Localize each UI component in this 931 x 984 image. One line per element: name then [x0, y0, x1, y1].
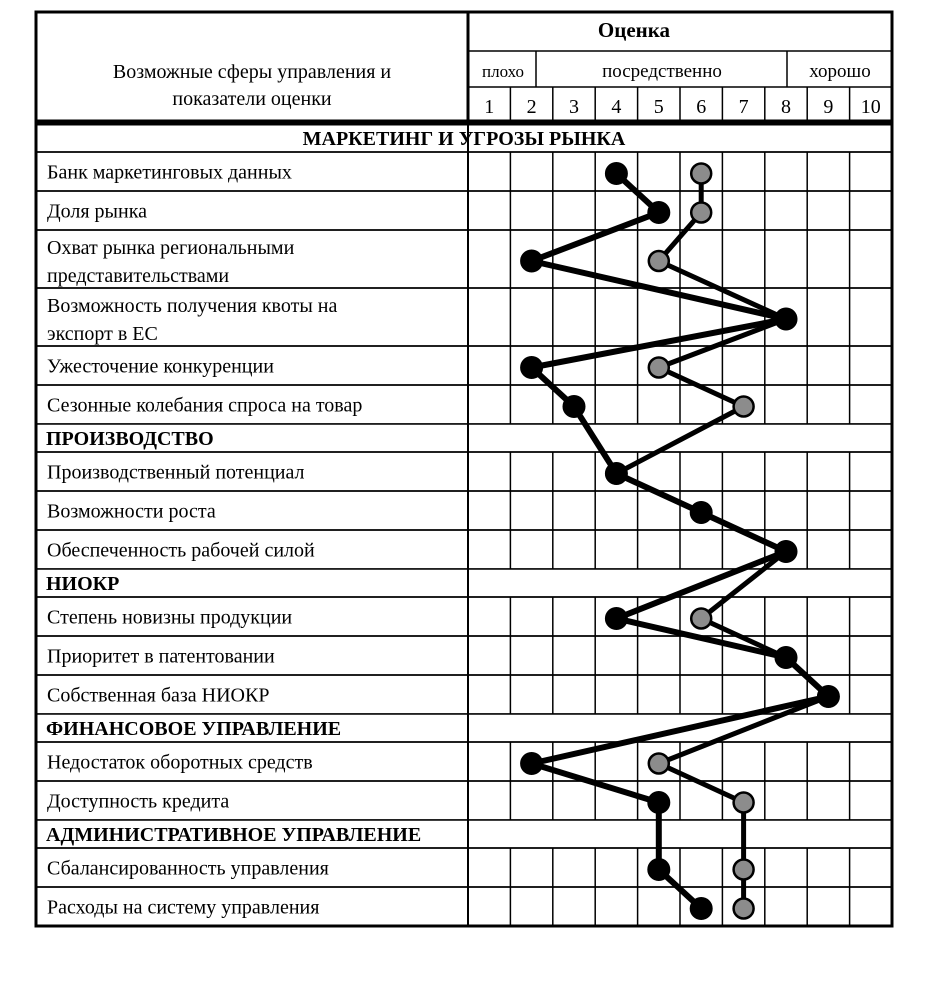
- row-label: Возможность получения квоты на: [47, 295, 338, 317]
- section: [36, 424, 892, 569]
- table-row: [36, 452, 892, 491]
- table-row: [36, 230, 892, 288]
- scale-label-8: 8: [781, 96, 791, 118]
- scale-label-2: 2: [526, 96, 537, 118]
- series-black-point: [648, 859, 670, 881]
- table-row: [36, 597, 892, 636]
- left-title-line1: Возможные сферы управления и: [112, 61, 392, 83]
- series-grey-point: [734, 860, 754, 880]
- left-title-line2: показатели оценки: [172, 88, 332, 110]
- series-black-point: [775, 541, 797, 563]
- scale-label-9: 9: [823, 96, 834, 118]
- section: [36, 820, 892, 926]
- row-label: Банк маркетинговых данных: [47, 161, 292, 184]
- scale-label-10: 10: [860, 96, 881, 118]
- section: [36, 569, 892, 714]
- scale-label-5: 5: [653, 96, 664, 118]
- row-label: экспорт в ЕС: [47, 323, 158, 345]
- row-label: Доля рынка: [47, 200, 147, 223]
- section: [36, 714, 892, 820]
- table-row: [36, 152, 892, 191]
- scale-labels: [484, 87, 881, 121]
- row-label: Степень новизны продукции: [47, 606, 293, 629]
- series-grey-point: [734, 397, 754, 417]
- series-black-point: [521, 250, 543, 272]
- series-black-point: [605, 608, 627, 630]
- series-black-point: [605, 163, 627, 185]
- series-black-point: [775, 647, 797, 669]
- series-grey-point: [691, 203, 711, 223]
- row-label: Недостаток оборотных средств: [47, 751, 313, 774]
- series-black-point: [775, 308, 797, 330]
- series-grey-point: [734, 899, 754, 919]
- row-label: Приоритет в патентовании: [47, 645, 275, 668]
- table-row: [36, 636, 892, 675]
- section-header-bar: [36, 569, 892, 597]
- series-grey-point: [649, 754, 669, 774]
- row-label: Сезонные колебания спроса на товар: [47, 394, 363, 417]
- rating-title: Оценка: [597, 18, 671, 42]
- row-label: Производственный потенциал: [47, 461, 305, 484]
- series-black-point: [690, 502, 712, 524]
- scale-label-1: 1: [484, 96, 495, 118]
- table-row: [36, 781, 892, 820]
- row-label: Собственная база НИОКР: [47, 684, 270, 707]
- series-black-point: [521, 357, 543, 379]
- series-grey-point: [691, 609, 711, 629]
- section-title: ПРОИЗВОДСТВО: [46, 428, 214, 450]
- table-row: [36, 385, 892, 424]
- series-black-point: [521, 753, 543, 775]
- section-title: ФИНАНСОВОЕ УПРАВЛЕНИЕ: [46, 718, 342, 740]
- section-title: АДМИНИСТРАТИВНОЕ УПРАВЛЕНИЕ: [46, 824, 422, 846]
- band-good-label: хорошо: [809, 61, 871, 82]
- row-label: Сбалансированность управления: [47, 857, 329, 880]
- series-black-point: [648, 202, 670, 224]
- series-grey-point: [649, 251, 669, 271]
- table-body: [36, 124, 892, 926]
- series-grey-point: [734, 793, 754, 813]
- band-mid-label: посредственно: [602, 61, 722, 82]
- row-label: Ужесточение конкуренции: [47, 355, 274, 378]
- scale-label-3: 3: [569, 96, 579, 118]
- table-row: [36, 346, 892, 385]
- table-row: [36, 742, 892, 781]
- section-title: НИОКР: [46, 573, 120, 595]
- row-label: Обеспеченность рабочей силой: [47, 539, 315, 562]
- header-block: [36, 12, 892, 121]
- scale-label-4: 4: [611, 96, 622, 118]
- table-row: [36, 848, 892, 887]
- table-row: [36, 288, 892, 346]
- series-black-point: [690, 898, 712, 920]
- band-bad-label: плохо: [481, 62, 525, 81]
- series-grey-point: [691, 164, 711, 184]
- series-black-point: [563, 396, 585, 418]
- series-black-point: [817, 686, 839, 708]
- row-label: Охват рынка региональными: [47, 237, 295, 259]
- section: [36, 124, 892, 424]
- row-label: Расходы на систему управления: [47, 896, 320, 919]
- section-title: МАРКЕТИНГ И УГРОЗЫ РЫНКА: [302, 128, 626, 150]
- row-label: Доступность кредита: [47, 790, 230, 813]
- table-row: [36, 191, 892, 230]
- row-frame: [36, 191, 892, 230]
- series-grey-point: [649, 358, 669, 378]
- row-label: представительствами: [47, 265, 230, 287]
- table-row: [36, 887, 892, 926]
- scale-label-7: 7: [738, 96, 749, 118]
- scale-label-6: 6: [696, 96, 707, 118]
- series-black-point: [605, 463, 627, 485]
- table-row: [36, 491, 892, 530]
- series-black-point: [648, 792, 670, 814]
- row-label: Возможности роста: [47, 500, 216, 523]
